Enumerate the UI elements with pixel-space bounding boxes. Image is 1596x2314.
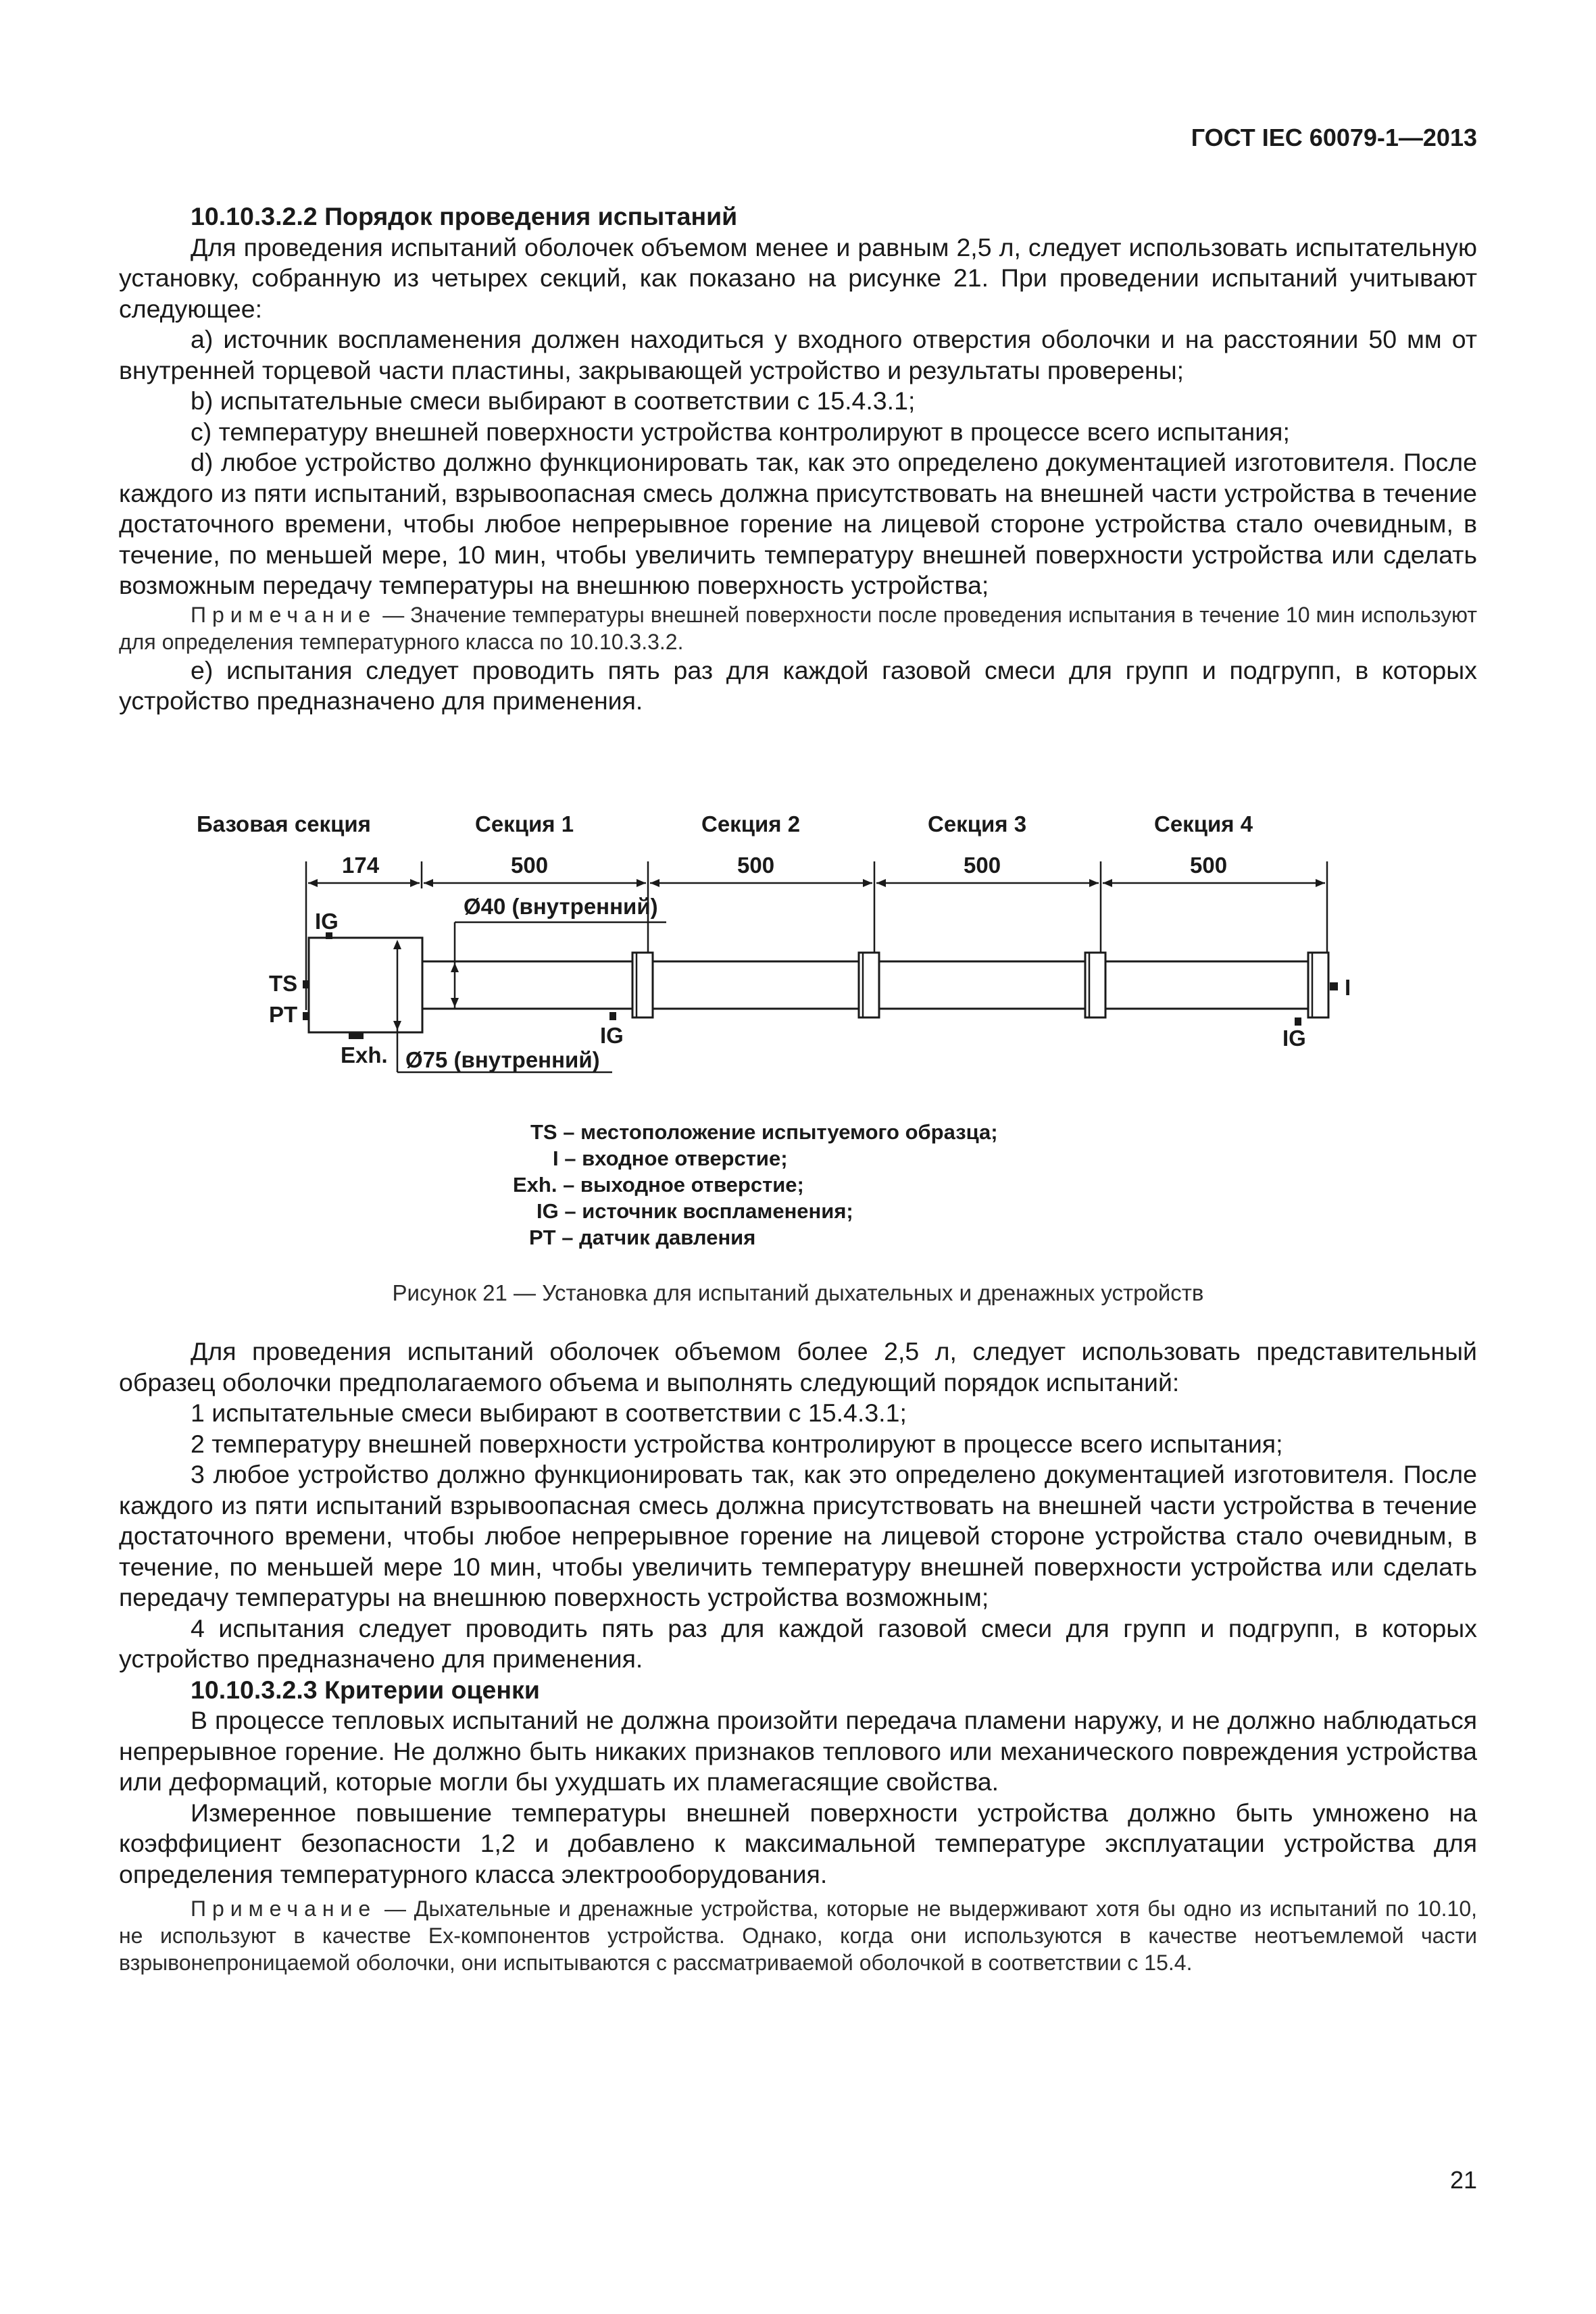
note-label: Примечание (191, 602, 377, 627)
inner-diameter-small-label: Ø40 (внутренний) (464, 894, 658, 919)
ig-label: IG (1282, 1026, 1306, 1051)
page-number: 21 (1449, 2166, 1477, 2194)
document-header: ГОСТ IEC 60079-1—2013 (1191, 124, 1477, 151)
note-text: — Значение температуры внешней поверхности после проведения испытания в течение 10 мин используют для определения температурного класса по 10.10.3.3.2. (119, 602, 1478, 654)
section-label: Базовая секция (197, 811, 371, 836)
ig-label: IG (315, 909, 339, 934)
exh-label: Exh. (341, 1042, 388, 1067)
list-item: c) температуру внешней поверхности устройства контролируют в процессе всего испытания; (191, 417, 1290, 446)
dimension-label: 174 (342, 853, 380, 878)
section-heading: 10.10.3.2.3 Критерии оценки (191, 1675, 540, 1704)
paragraph: В процессе тепловых испытаний не должна произойти передача пламени наружу, и не должно наблюдаться непрерывное горение. Не должно быть никаких признаков теплового или механического повреждения устройства или деформаций, которые могли бы ухудшать их пламегасящие свойства. (119, 1706, 1477, 1796)
note-label: Примечание (191, 1896, 377, 1921)
ig-mid-marker (609, 1012, 616, 1020)
section-large-enclosures (119, 1336, 1477, 1976)
note-text: — Дыхательные и дренажные устройства, которые не выдерживают хотя бы одно из испытаний по 10.10, не используют в качестве Ex-компонентов устройства. Однако, когда они используются в качестве неотъемлемой части взрывонепроницаемой оболочки, они испытываются с рассматриваемой оболочкой в соответствии с 15.4. (119, 1896, 1478, 1975)
list-item: 3 любое устройство должно функционировать так, как это определено документацией изготовителя. После каждого из пяти испытаний взрывоопасная смесь должна присутствовать на внешней части устройства в течение достаточного времени, чтобы любое непрерывное горение на лицевой стороне устройства стало очевидным, в течение, по меньшей мере 10 мин, чтобы увеличить температуру внешней поверхности устройства или сделать передачу температуры на внешнюю поверхность устройства возможным; (119, 1460, 1477, 1611)
section-test-procedure (119, 201, 1477, 717)
note (119, 1895, 1477, 1976)
figure-caption: Рисунок 21 — Установка для испытаний дыхательных и дренажных устройств (392, 1280, 1204, 1305)
dimension-label: 500 (1190, 853, 1228, 878)
section-label: Секция 4 (1154, 811, 1253, 836)
section-label: Секция 2 (701, 811, 801, 836)
section-label: Секция 3 (928, 811, 1027, 836)
ig-right-marker (1295, 1017, 1301, 1026)
list-item: a) источник воспламенения должен находиться у входного отверстия оболочки и на расстоянии 50 мм от внутренней торцевой части пластины, закрывающей устройство и результаты проверены; (119, 325, 1477, 384)
note (119, 601, 1477, 655)
paragraph: Измеренное повышение температуры внешней поверхности устройства должно быть умножено на коэффициент безопасности 1,2 и добавлено к максимальной температуре эксплуатации устройства для определения температурного класса электрооборудования. (119, 1798, 1477, 1888)
section-label: Секция 1 (475, 811, 574, 836)
list-item: 4 испытания следует проводить пять раз для каждой газовой смеси для групп и подгрупп, в которых устройство предназначено для применения. (119, 1613, 1477, 1673)
pt-port-marker (303, 1012, 309, 1020)
list-item: b) испытательные смеси выбирают в соответствии с 15.4.3.1; (191, 386, 916, 415)
section-heading: 10.10.3.2.2 Порядок проведения испытаний (191, 202, 738, 230)
exh-port-marker (349, 1032, 364, 1039)
paragraph: Для проведения испытаний оболочек объемом менее и равным 2,5 л, следует использовать испытательную установку, собранную из четырех секций, как показано на рисунке 21. При проведении испытаний учитывают следующее: (119, 232, 1477, 323)
pt-label: PT (269, 1002, 298, 1027)
inlet-marker (1330, 982, 1338, 990)
list-item: e) испытания следует проводить пять раз для каждой газовой смеси для групп и подгрупп, в которых устройство предназначено для применения. (119, 655, 1477, 715)
test-setup-diagram (119, 807, 1477, 1118)
dimension-label: 500 (737, 853, 775, 878)
list-item: 1 испытательные смеси выбирают в соответствии с 15.4.3.1; (191, 1399, 907, 1427)
dimension-label: 500 (964, 853, 1001, 878)
ts-label: TS (269, 971, 298, 996)
legend-item: I – входное отверстие; (553, 1147, 788, 1170)
legend-item: PT – датчик давления (529, 1226, 756, 1249)
inner-diameter-large-label: Ø75 (внутренний) (405, 1047, 600, 1072)
paragraph: Для проведения испытаний оболочек объемом более 2,5 л, следует использовать представительный образец оболочки предполагаемого объема и выполнять следующий порядок испытаний: (119, 1337, 1477, 1397)
legend-item: TS – местоположение испытуемого образца; (530, 1120, 998, 1144)
legend-item: IG – источник воспламенения; (537, 1199, 853, 1223)
list-item: d) любое устройство должно функционировать так, как это определено документацией изготовителя. После каждого из пяти испытаний, взрывоопасная смесь должна присутствовать на внешней части устройства в течение достаточного времени, чтобы любое непрерывное горение на лицевой стороне устройства стало очевидным, в течение, по меньшей мере, 10 мин, чтобы увеличить температуру внешней поверхности устройства или сделать возможным передачу температуры на внешнюю поверхность устройства; (119, 448, 1477, 599)
ts-port-marker (303, 980, 309, 988)
legend-item: Exh. – выходное отверстие; (513, 1173, 804, 1197)
figure-legend (389, 1119, 998, 1251)
inlet-label: I (1345, 975, 1351, 1000)
ig-label: IG (600, 1023, 624, 1048)
list-item: 2 температуру внешней поверхности устройства контролируют в процессе всего испытания; (191, 1429, 1283, 1458)
dimension-label: 500 (511, 853, 549, 878)
